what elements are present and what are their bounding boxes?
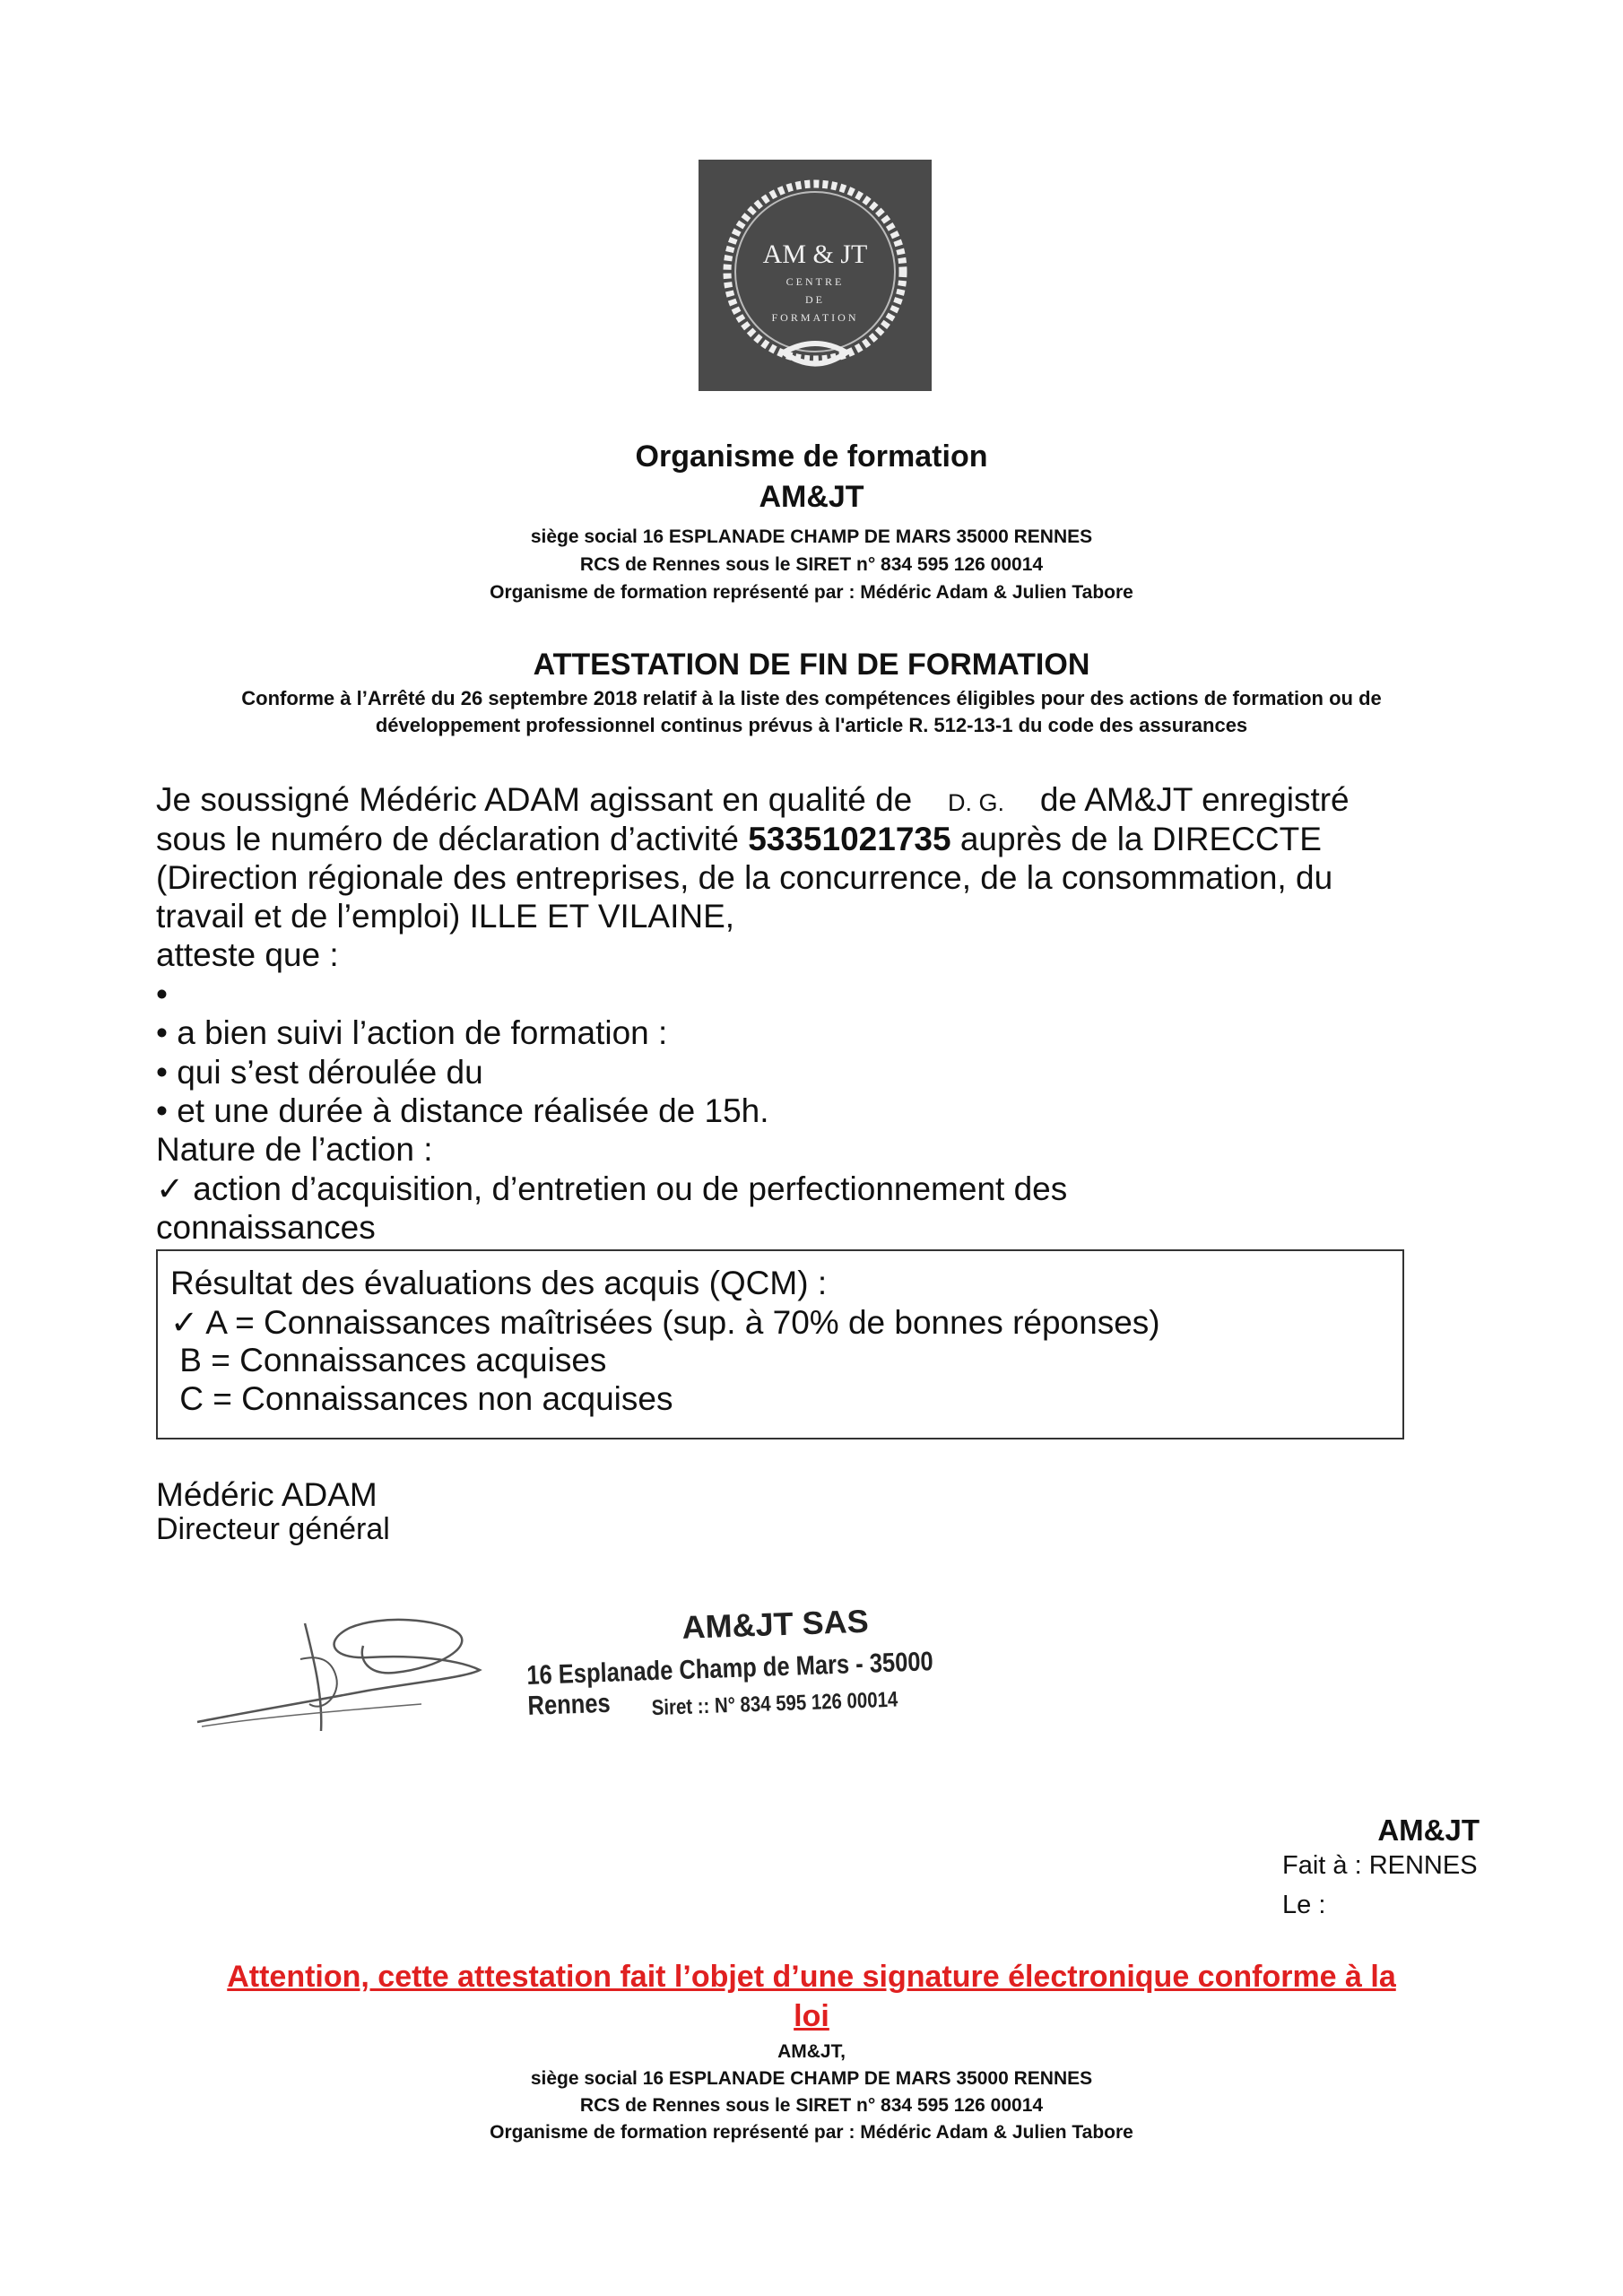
bullet-training-action: • a bien suivi l’action de formation : [156, 1014, 668, 1051]
stamp-siret: Siret :: N° 834 595 126 00014 [651, 1687, 898, 1721]
result-c: C = Connaissances non acquises [170, 1380, 673, 1417]
nature-line-2: connaissances [156, 1209, 376, 1246]
place-date: Le : [1282, 1891, 1326, 1919]
electronic-signature-notice-line-1: Attention, cette attestation fait l’objet d’une signature électronique conforme à la [227, 1960, 1396, 1994]
company-stamp [525, 1596, 1049, 1740]
attestation-title: ATTESTATION DE FIN DE FORMATION [533, 648, 1090, 682]
result-a: ✓ A = Connaissances maîtrisées (sup. à 70% de bonnes réponses) [170, 1304, 1160, 1341]
body-line-5: atteste que : [156, 936, 339, 973]
svg-text:CENTRE: CENTRE [785, 275, 845, 288]
footer-org: AM&JT, [777, 2041, 846, 2062]
stamp-address: 16 Esplanade Champ de Mars - 35000 Rennes [525, 1647, 934, 1721]
handwritten-signature [188, 1605, 493, 1740]
svg-text:FORMATION: FORMATION [771, 311, 859, 324]
body-line-3: (Direction régionale des entreprises, de la concurrence, de la consommation, du [156, 859, 1333, 896]
header-title: Organisme de formation [635, 439, 988, 474]
bullet-duration: • et une durée à distance réalisée de 15h. [156, 1092, 769, 1129]
results-title: Résultat des évaluations des acquis (QCM) : [170, 1265, 828, 1301]
footer-rcs: RCS de Rennes sous le SIRET n° 834 595 126 00014 [579, 2095, 1044, 2116]
result-b: B = Connaissances acquises [170, 1342, 607, 1378]
header-org: AM&JT [759, 480, 864, 514]
body-line-4: travail et de l’emploi) ILLE ET VILAINE, [156, 898, 735, 935]
place-fait: Fait à : RENNES [1282, 1851, 1478, 1880]
bullet-dates: • qui s’est déroulée du [156, 1054, 483, 1091]
logo-rope-emblem [699, 160, 932, 391]
svg-text:DE: DE [805, 293, 825, 306]
electronic-signature-notice-line-2: loi [794, 1999, 829, 2033]
conformity-line-1: Conforme à l’Arrêté du 26 septembre 2018 relatif à la liste des compétences éligibles pour des actions de formation ou de [241, 687, 1382, 709]
header-rcs: RCS de Rennes sous le SIRET n° 834 595 126 00014 [579, 554, 1044, 575]
nature-label: Nature de l’action : [156, 1131, 433, 1168]
body-line-1: Je soussigné Médéric ADAM agissant en qualité de D. G. de AM&JT enregistré [156, 780, 1350, 822]
company-logo [699, 160, 932, 391]
logo-text: AM & JT [762, 239, 868, 269]
signer-name: Médéric ADAM [156, 1476, 378, 1513]
declaration-number: 53351021735 [748, 821, 951, 857]
role-field: D. G. [948, 789, 1005, 816]
header-represented: Organisme de formation représenté par : Médéric Adam & Julien Tabore [490, 582, 1133, 603]
header-address: siège social 16 ESPLANADE CHAMP DE MARS 35000 RENNES [530, 526, 1093, 547]
stamp-name: AM&JT SAS [681, 1602, 870, 1646]
body-line-2: sous le numéro de déclaration d’activité 53351021735 auprès de la DIRECCTE [156, 821, 1322, 857]
nature-line-1: ✓ action d’acquisition, d’entretien ou de perfectionnement des [156, 1170, 1068, 1207]
bullet-empty: • [156, 976, 168, 1013]
place-org: AM&JT [1377, 1813, 1480, 1847]
footer-address: siège social 16 ESPLANADE CHAMP DE MARS 35000 RENNES [530, 2068, 1093, 2089]
signer-role: Directeur général [156, 1512, 390, 1546]
conformity-line-2: développement professionnel continus prévus à l'article R. 512-13-1 du code des assurances [375, 714, 1248, 736]
footer-represented: Organisme de formation représenté par : Médéric Adam & Julien Tabore [490, 2122, 1133, 2143]
